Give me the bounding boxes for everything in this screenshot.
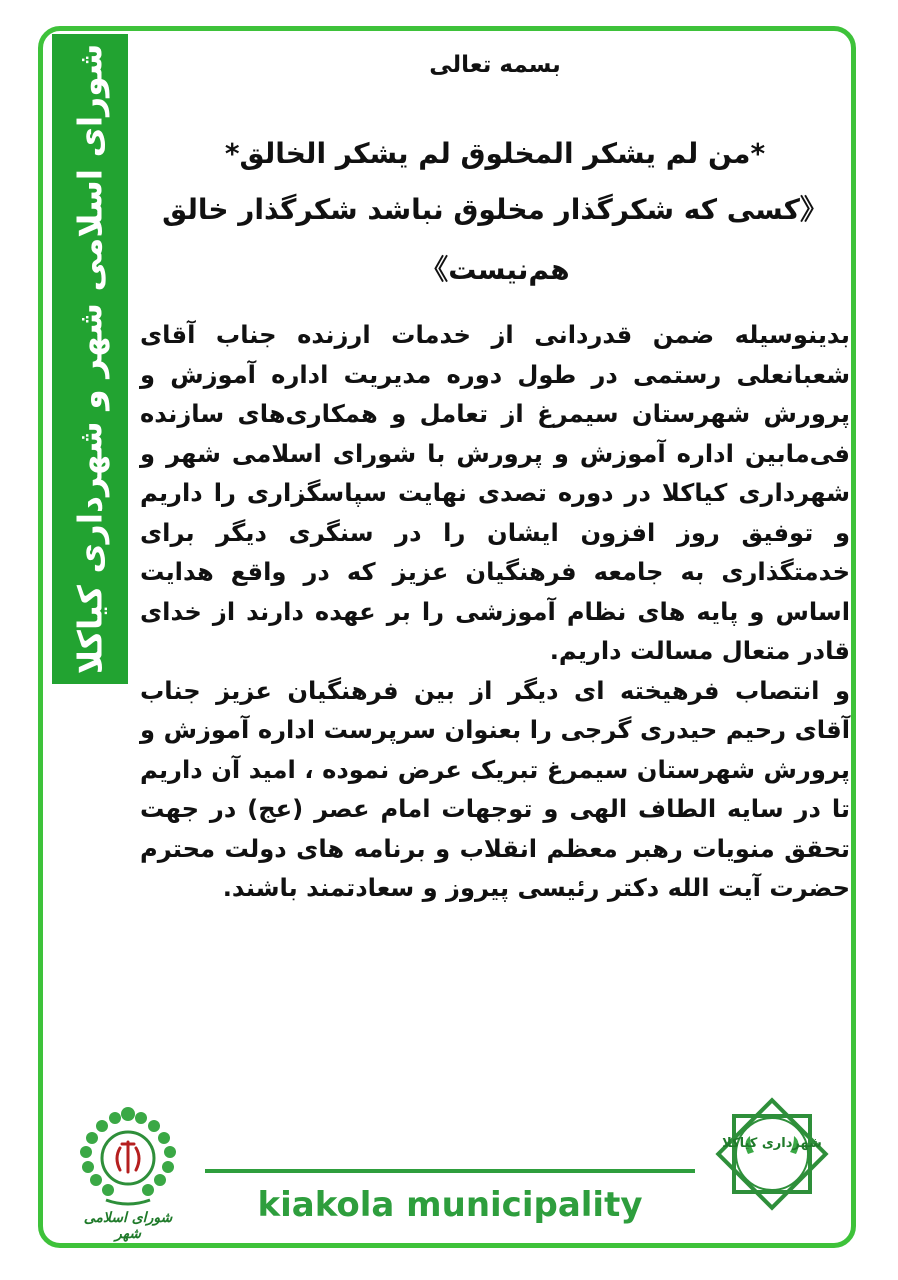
council-logo-caption: شورای اسلامی شهر — [83, 1210, 173, 1242]
municipality-name: kiakola municipality — [257, 1185, 643, 1225]
octagram-emblem-icon — [710, 1092, 834, 1216]
municipality-logo-text: شهرداری کیاکلا — [722, 1136, 822, 1151]
letter-paragraph-2: و انتصاب فرهیخته ای دیگر از بین فرهنگیان عزیز جناب آقای رحیم حیدری گرجی را بعنوان سرپرست اداره آموزش و پرورش شهرستان سیمرغ تبریک عرض نموده ، امید آن داریم تا در سایه الطاف الهی و توجهات امام عصر (عج) در جهت تحقق منویات رهبر معظم انقلاب و برنامه های دولت محترم حضرت آیت الله دکتر رئیسی پیروز و سعادتمند باشند. — [140, 676, 850, 902]
footer-divider — [205, 1169, 695, 1173]
sidebar-banner — [52, 34, 128, 684]
wreath-emblem-icon — [70, 1100, 186, 1212]
letter-content — [140, 52, 850, 909]
sidebar-text: شورای اسلامی شهر و شهرداری کیاکلا — [70, 43, 110, 675]
hadith-quote: *من لم یشکر المخلوق لم یشکر الخالق* — [224, 137, 766, 170]
city-council-logo — [70, 1100, 186, 1240]
municipality-logo — [710, 1092, 834, 1216]
letter-title: بسمه تعالی — [429, 52, 561, 78]
letter-paragraph-1: بدینوسیله ضمن قدردانی از خدمات ارزنده جناب آقای شعبانعلی رستمی در طول دوره مدیریت اداره آموزش و پرورش شهرستان سیمرغ از تعامل و همکاری‌های سازنده فی‌مابین اداره آموزش و پرورش با شورای اسلامی شهر و شهرداری کیاکلا در دوره تصدی نهایت سپاسگزاری را داریم و توفیق روز افزون ایشان را در سنگری دیگر برای خدمتگذاری به جامعه فرهنگیان عزیز که در واقع هدایت اساس و پایه های نظام آموزشی را بر عهده دارند از خدای قادر متعال مسالت داریم. — [140, 321, 850, 665]
hadith-translation: 《کسی که شکرگذار مخلوق نباشد شکرگذار خالق هم‌نیست》 — [162, 193, 828, 286]
